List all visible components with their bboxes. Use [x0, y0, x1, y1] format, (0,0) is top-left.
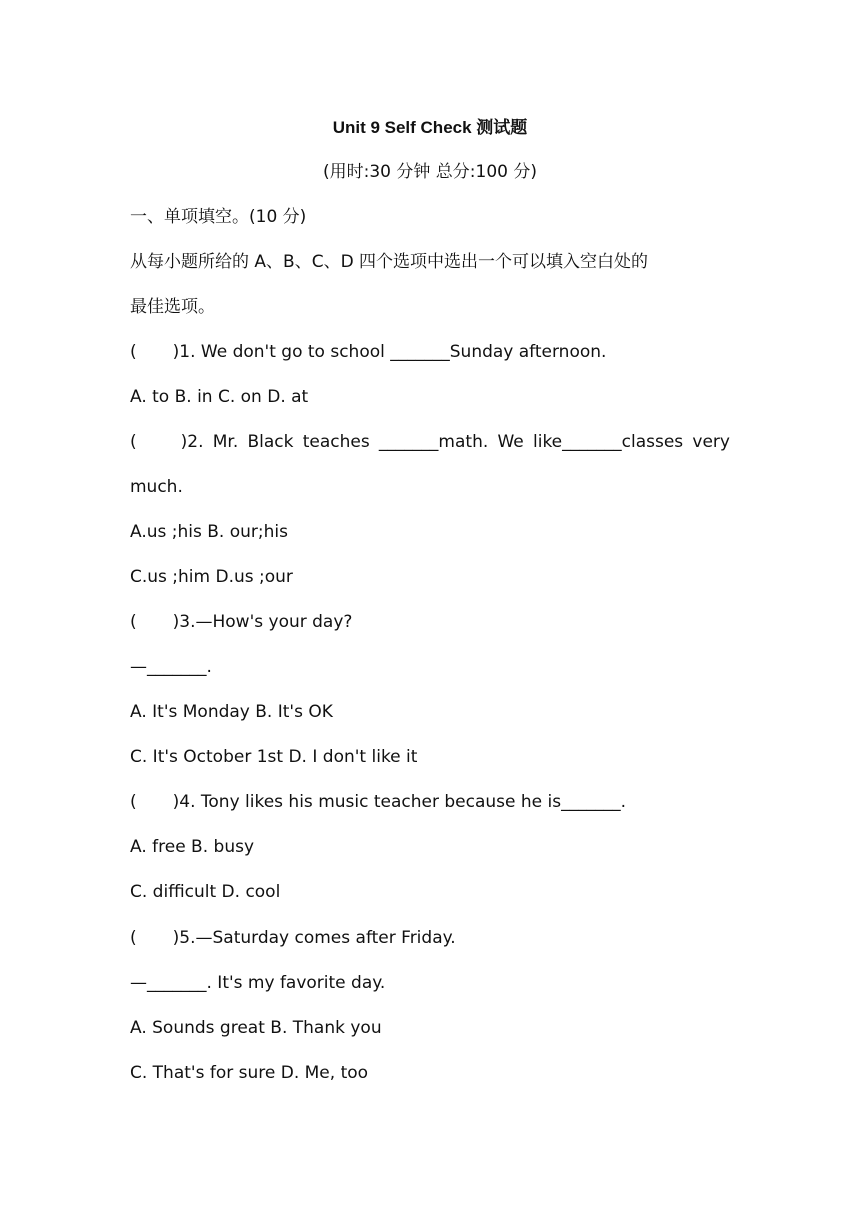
- question-2-word: Black: [247, 432, 294, 452]
- question-5-stem: [130, 926, 730, 950]
- question-1-text: )1. We don't go to school _______Sunday afternoon.: [172, 342, 607, 362]
- question-2-word: Mr.: [212, 432, 239, 452]
- question-4-options-row-1: A. free B. busy: [130, 837, 255, 857]
- question-2-word: teaches: [302, 432, 370, 452]
- question-2-word: very: [692, 432, 730, 452]
- question-2-word: like_______classes: [533, 432, 684, 452]
- question-5-options-row-1: A. Sounds great B. Thank you: [130, 1018, 382, 1038]
- question-3-reply: —_______.: [130, 657, 212, 677]
- question-3-text: )3.—How's your day?: [172, 612, 353, 632]
- question-1-options: A. to B. in C. on D. at: [130, 387, 309, 407]
- question-3-options-row-1: A. It's Monday B. It's OK: [130, 702, 333, 722]
- question-2-word: _______math.: [378, 432, 489, 452]
- question-3-stem: [130, 610, 730, 634]
- question-5-open-paren: (: [130, 928, 137, 948]
- question-4-stem: [130, 790, 730, 814]
- question-2-stem: [130, 430, 730, 454]
- question-1-open-paren: (: [130, 342, 137, 362]
- question-5-reply: —_______. It's my favorite day.: [130, 973, 386, 993]
- question-2-options-row-2: C.us ;him D.us ;our: [130, 567, 293, 587]
- instruction-line-1: 从每小题所给的 A、B、C、D 四个选项中选出一个可以填入空白处的: [130, 252, 649, 272]
- question-4-options-row-2: C. difficult D. cool: [130, 882, 281, 902]
- question-2-stem-continued: much.: [130, 477, 183, 497]
- question-4-text: )4. Tony likes his music teacher because he is_______.: [172, 792, 627, 812]
- question-3-open-paren: (: [130, 612, 137, 632]
- question-2-open-paren: ( )2.: [130, 432, 204, 452]
- question-5-options-row-2: C. That's for sure D. Me, too: [130, 1063, 369, 1083]
- question-3-options-row-2: C. It's October 1st D. I don't like it: [130, 747, 418, 767]
- question-2-options-row-1: A.us ;his B. our;his: [130, 522, 288, 542]
- page-subtitle: (用时:30 分钟 总分:100 分): [322, 162, 537, 182]
- question-4-open-paren: (: [130, 792, 137, 812]
- question-5-text: )5.—Saturday comes after Friday.: [172, 928, 456, 948]
- instruction-line-2: 最佳选项。: [130, 297, 215, 317]
- section-heading: 一、单项填空。(10 分): [130, 207, 307, 227]
- question-1-stem: [130, 340, 730, 364]
- question-2-word: We: [497, 432, 524, 452]
- page-title: Unit 9 Self Check 测试题: [332, 118, 528, 137]
